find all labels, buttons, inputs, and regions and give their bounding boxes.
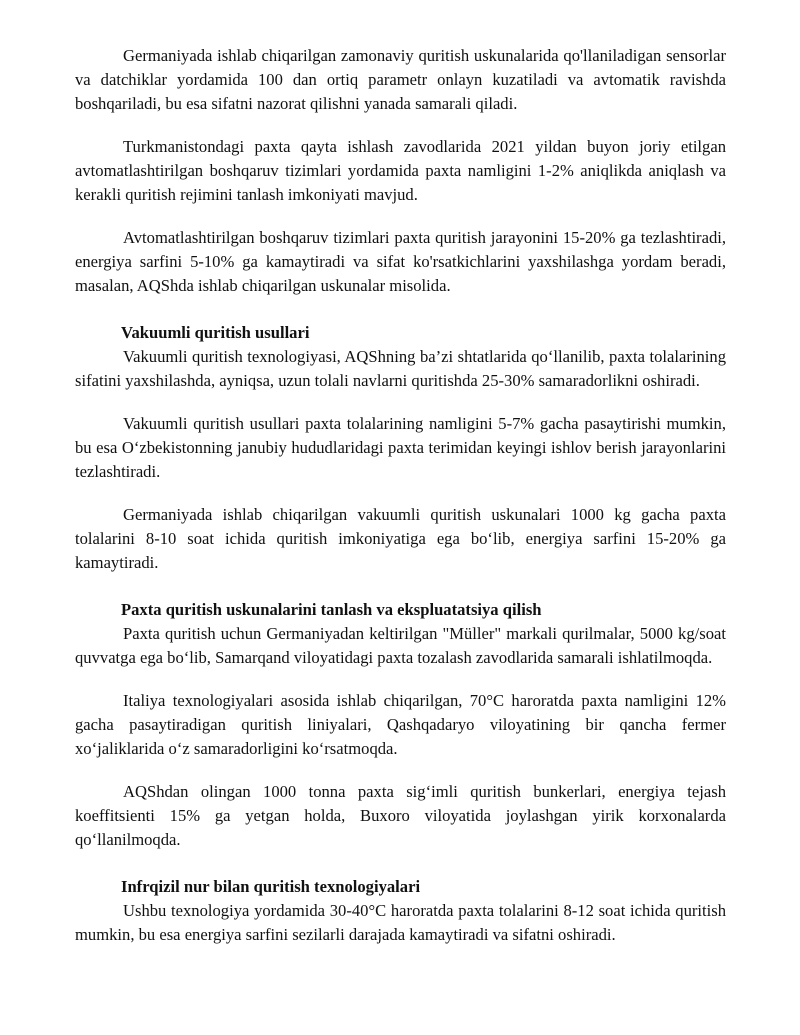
paragraph: Vakuumli quritish texnologiyasi, AQShning ba’zi shtatlarida qo‘llanilib, paxta tolalarining sifatini yaxshilashda, ayniqsa, uzun tolali navlarni quritishda 25-30% samaradorlikni oshiradi. [75,347,726,390]
section-heading-tanlash: Paxta quritish uskunalarini tanlash va ekspluatatsiya qilish [121,600,542,619]
paragraph: Paxta quritish uchun Germaniyadan keltirilgan "Müller" markali qurilmalar, 5000 kg/soat quvvatga ega bo‘lib, Samarqand viloyatidagi paxta tozalash zavodlarida samarali ishlatilmoqda. [75,624,726,667]
paragraph: Italiya texnologiyalari asosida ishlab chiqarilgan, 70°C haroratda paxta namligini 12% gacha pasaytiradigan quritish liniyalari, Qashqadaryo viloyatining bir qancha fermer xo‘jaliklarida o‘z samaradorligini ko‘rsatmoqda. [75,691,726,758]
paragraph: Avtomatlashtirilgan boshqaruv tizimlari paxta quritish jarayonini 15-20% ga tezlashtiradi, energiya sarfini 5-10% ga kamaytiradi va sifat ko'rsatkichlarini yaxshilashga yordam beradi, masalan, AQShda ishlab chiqarilgan uskunalar misolida. [75,228,726,295]
paragraph: Germaniyada ishlab chiqarilgan vakuumli quritish uskunalari 1000 kg gacha paxta tolalarini 8-10 soat ichida quritish imkoniyatiga ega bo‘lib, energiya sarfini 15-20% ga kamaytiradi. [75,505,726,572]
paragraph: Ushbu texnologiya yordamida 30-40°C haroratda paxta tolalarini 8-12 soat ichida quritish mumkin, bu esa energiya sarfini sezilarli darajada kamaytiradi va sifatni oshiradi. [75,901,726,944]
paragraph: AQShdan olingan 1000 tonna paxta sig‘imli quritish bunkerlari, energiya tejash koeffitsienti 15% ga yetgan holda, Buxoro viloyatida joylashgan yirik korxonalarda qo‘llanilmoqda. [75,782,726,849]
paragraph: Germaniyada ishlab chiqarilgan zamonaviy quritish uskunalarida qo'llaniladigan sensorlar va datchiklar yordamida 100 dan ortiq parametr onlayn kuzatiladi va avtomatik ravishda boshqariladi, bu esa sifatni nazorat qilishni yanada samarali qiladi. [75,46,726,113]
paragraph: Vakuumli quritish usullari paxta tolalarining namligini 5-7% gacha pasaytirishi mumkin, bu esa O‘zbekistonning janubiy hududlaridagi paxta terimidan keyingi ishlov berish jarayonlarini tezlashtiradi. [75,414,726,481]
paragraph: Turkmanistondagi paxta qayta ishlash zavodlarida 2021 yildan buyon joriy etilgan avtomatlashtirilgan boshqaruv tizimlari yordamida paxta namligini 1-2% aniqlikda aniqlash va kerakli quritish rejimini tanlash imkoniyati mavjud. [75,137,726,204]
section-heading-vakuum: Vakuumli quritish usullari [121,323,310,342]
document-page [75,44,726,947]
section-heading-infraqizil: Infrqizil nur bilan quritish texnologiyalari [121,877,421,896]
